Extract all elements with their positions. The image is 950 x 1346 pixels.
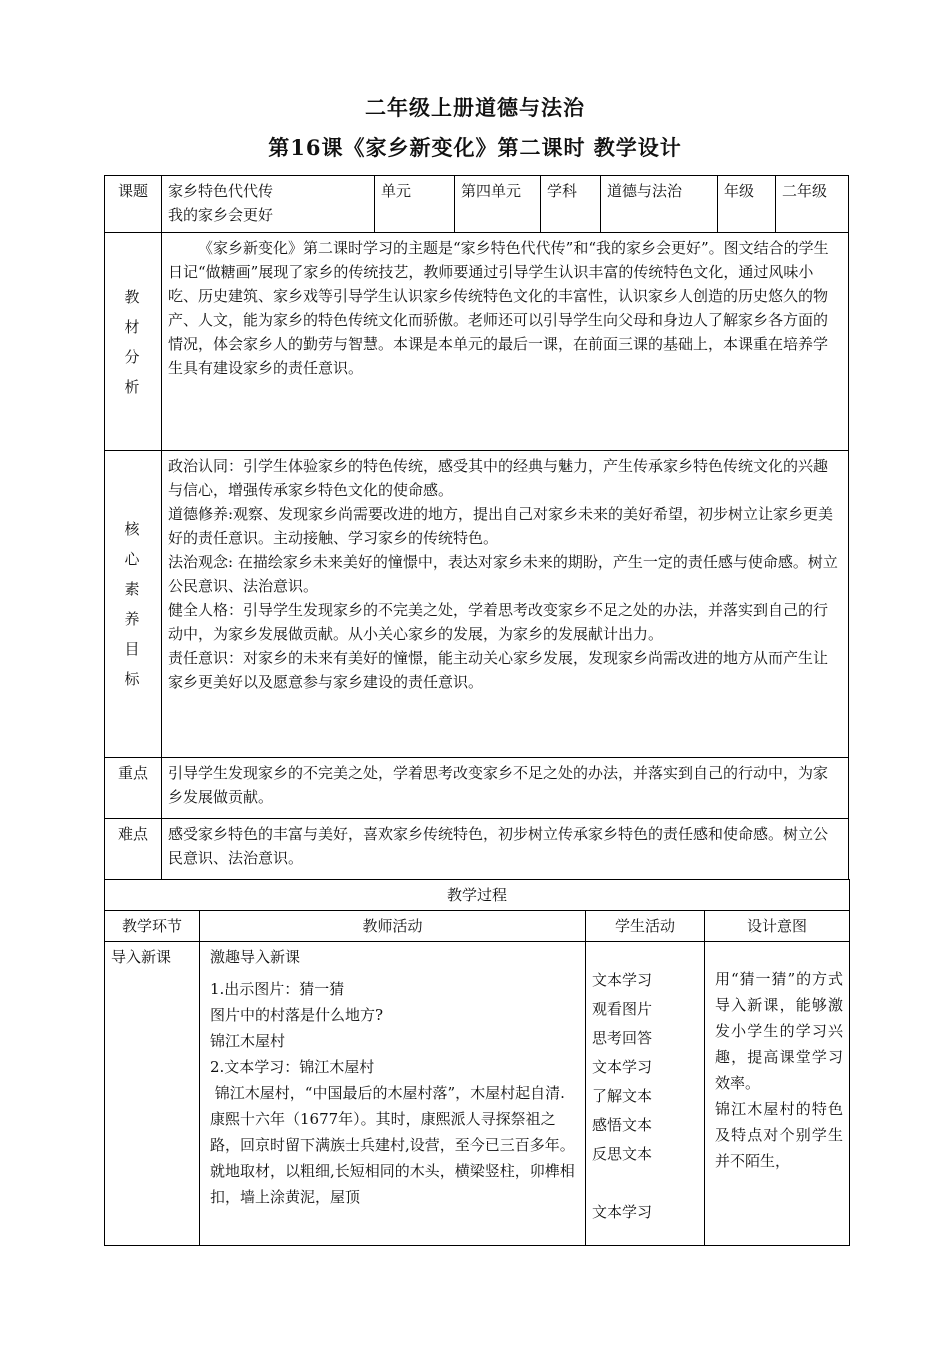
core-goal-moral: 道德修养:观察、发现家乡尚需要改进的地方，提出自己对家乡未来的美好希望，初步树立让家乡更美好的责任意识。主动接触、学习家乡的传统特色。: [168, 505, 834, 547]
design-intent: [705, 942, 850, 1246]
difficulty-row: [105, 819, 849, 880]
student-line: 了解文本: [592, 1087, 653, 1105]
teacher-line: 激趣导入新课: [210, 948, 301, 966]
process-title: 教学过程: [105, 880, 850, 911]
lesson-info-table: [104, 175, 849, 880]
core-label: [105, 451, 162, 758]
difficulty-label: 难点: [105, 819, 162, 880]
core-goal-responsibility: 责任意识：对家乡的未来有美好的憧憬，能主动关心家乡发展，发现家乡尚需改进的地方从而产生让家乡更美好以及愿意参与家乡建设的责任意识。: [168, 649, 829, 691]
analysis-label-2: 分 析: [124, 347, 150, 396]
core-row: [105, 451, 849, 758]
teacher-line: 锦江木屋村: [210, 1032, 286, 1050]
header-student: 学生活动: [586, 911, 705, 942]
analysis-label: [105, 233, 162, 451]
teacher-line: 1.出示图片：猜一猜: [210, 980, 345, 998]
topic-label: 课题: [105, 176, 162, 233]
process-header-row: [105, 911, 850, 942]
core-goal-political: 政治认同：引学生体验家乡的特色传统，感受其中的经典与魅力，产生传承家乡特色传统文化的兴趣与信心，增强传承家乡特色文化的使命感。: [168, 457, 829, 499]
teacher-line: 锦江木屋村，“中国最后的木屋村落”，木屋村起自清.康熙十六年（1677年）。其时，康熙派人寻探祭祖之路，回京时留下满族士兵建村,设营，至今已三百多年。就地取材，以粗细,长短相同的木头，横梁竖柱，卯榫相扣，墙上涂黄泥，屋顶: [210, 1084, 575, 1206]
topic-value: [162, 176, 375, 233]
header-design: 设计意图: [705, 911, 850, 942]
key-point-row: [105, 758, 849, 819]
unit-label: 单元: [375, 176, 455, 233]
student-line: 文本学习: [592, 971, 653, 989]
key-point-label: 重点: [105, 758, 162, 819]
core-goal-law: 法治观念: 在描绘家乡未来美好的憧憬中，表达对家乡未来的期盼，产生一定的责任感与使命感。树立公民意识、法治意识。: [168, 553, 838, 595]
analysis-row: [105, 233, 849, 451]
student-line: [592, 1169, 698, 1198]
student-line: 思考回答: [592, 1029, 653, 1047]
student-line: 文本学习: [592, 1058, 653, 1076]
teacher-line: 2.文本学习：锦江木屋村: [210, 1058, 375, 1076]
difficulty-text: 感受家乡特色的丰富与美好，喜欢家乡传统特色，初步树立传承家乡特色的责任感和使命感。树立公民意识、法治意识。: [162, 819, 849, 880]
core-goals: [162, 451, 849, 758]
core-goal-personality: 健全人格：引导学生发现家乡的不完美之处，学着思考改变家乡不足之处的办法，并落实到自己的行动中，为家乡发展做贡献。从小关心家乡的发展，为家乡的发展献计出力。: [168, 601, 829, 643]
student-line: 反思文本: [592, 1145, 653, 1163]
teacher-activity: [200, 942, 586, 1246]
process-title-row: [105, 880, 850, 911]
teaching-process-table: [104, 879, 850, 1246]
student-line: 观看图片: [592, 1000, 653, 1018]
header-stage: 教学环节: [105, 911, 200, 942]
topic-line-1: 家乡特色代代传: [168, 182, 274, 200]
core-label-1: 核 心: [124, 520, 150, 568]
subject-value: 道德与法治: [601, 176, 718, 233]
header-row: [105, 176, 849, 233]
subject-label: 学科: [541, 176, 601, 233]
header-teacher: 教师活动: [200, 911, 586, 942]
core-label-3: 目 标: [124, 640, 150, 688]
teacher-line: 图片中的村落是什么地方?: [210, 1006, 384, 1024]
student-line: 文本学习: [592, 1203, 653, 1221]
unit-value: 第四单元: [455, 176, 541, 233]
student-activity: [586, 942, 705, 1246]
analysis-text: 《家乡新变化》第二课时学习的主题是“家乡特色代代传”和“我的家乡会更好”。图文结合的学生日记“做糖画”展现了家乡的传统技艺，教师要通过引导学生认识丰富的传统特色文化，通过风味小吃、历史建筑、家乡戏等引导学生认识家乡传统特色文化的丰富性，认识家乡人创造的历史悠久的物产、人文，能为家乡的特色传统文化而骄傲。老师还可以引导学生向父母和身边人了解家乡各方面的情况，体会家乡人的勤劳与智慧。本课是本单元的最后一课，在前面三课的基础上，本课重在培养学生具有建设家乡的责任意识。: [162, 233, 849, 451]
topic-line-2: 我的家乡会更好: [168, 206, 274, 224]
key-point-text: 引导学生发现家乡的不完美之处，学着思考改变家乡不足之处的办法，并落实到自己的行动中，为家乡发展做贡献。: [162, 758, 849, 819]
grade-label: 年级: [718, 176, 776, 233]
grade-value: 二年级: [776, 176, 849, 233]
document-title: 二年级上册道德与法治: [365, 95, 585, 120]
core-label-2: 素 养: [124, 580, 150, 628]
analysis-label-1: 教 材: [124, 287, 150, 336]
lesson-title: 第16课《家乡新变化》第二课时 教学设计: [268, 135, 682, 160]
process-intro-row: [105, 942, 850, 1246]
stage-cell: 导入新课: [105, 942, 200, 1246]
design-para: 用“猜一猜”的方式导入新课，能够激发小学生的学习兴趣，提高课堂学习效率。: [715, 970, 844, 1092]
student-line: 感悟文本: [592, 1116, 653, 1134]
design-para: 锦江木屋村的特色及特点对个别学生并不陌生，: [715, 1100, 844, 1170]
